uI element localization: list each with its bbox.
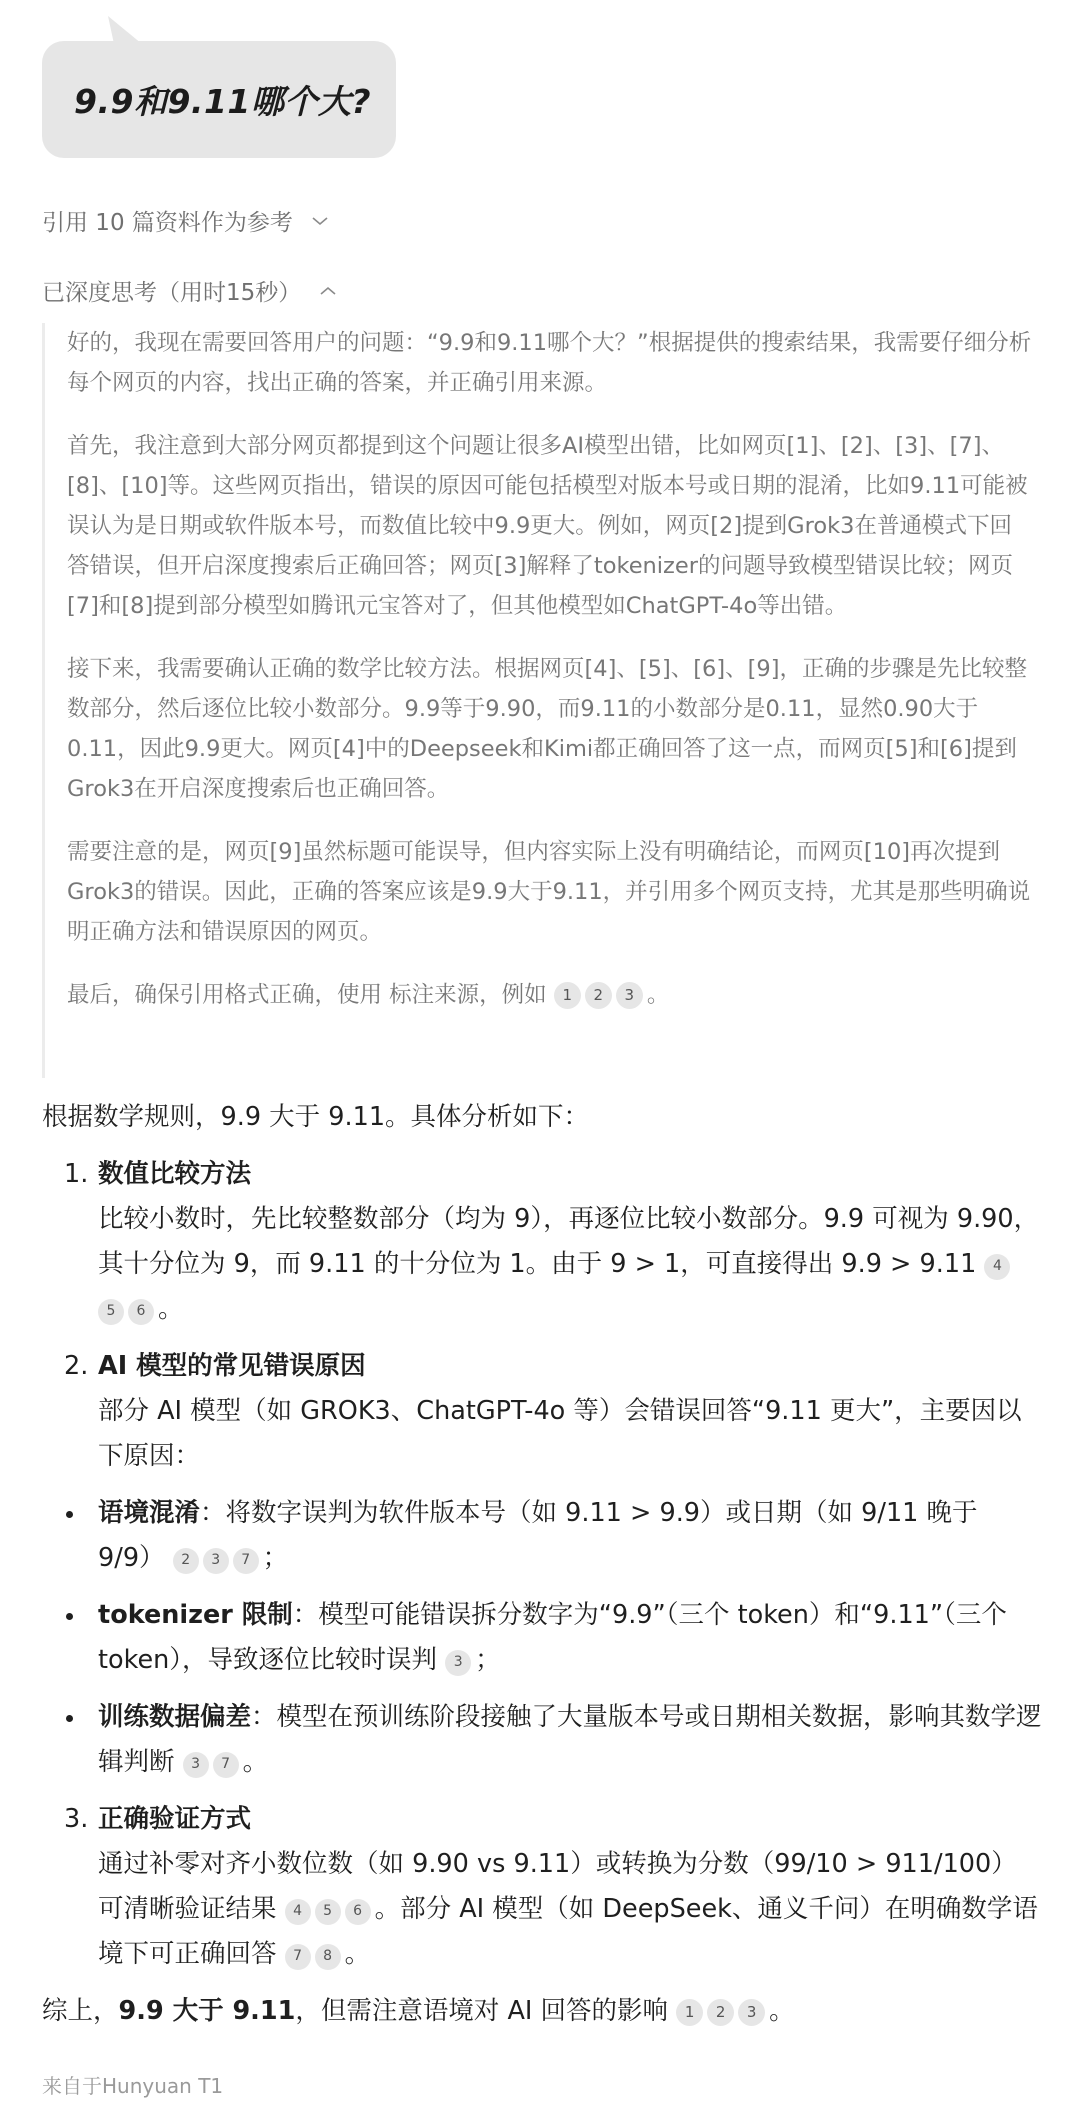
citation-badge[interactable]: 5 — [98, 1299, 124, 1325]
citation-badge[interactable]: 1 — [554, 982, 581, 1009]
thinking-paragraph: 好的，我现在需要回答用户的问题：“9.9和9.11哪个大？”根据提供的搜索结果，我需要仔细分析每个网页的内容，找出正确的答案，并正确引用来源。 — [67, 330, 1032, 396]
citation-badge[interactable]: 6 — [128, 1299, 154, 1325]
citation-badge[interactable]: 3 — [738, 1999, 765, 2026]
bullet-item — [42, 1593, 1042, 1683]
question-bubble-body — [42, 41, 396, 158]
bullet-text: ：模型在预训练阶段接触了大量版本号或日期相关数据，影响其数学逻辑判断 — [98, 1702, 1042, 1777]
punctuation: 。 — [344, 1939, 371, 1969]
list-number: 2. — [64, 1351, 89, 1381]
citation-badge[interactable]: 6 — [345, 1899, 371, 1925]
list-item-body — [98, 1842, 1042, 1977]
answer-summary — [42, 1989, 1042, 2034]
question-text: 9.9和9.11哪个大? — [74, 82, 372, 121]
bullet-term: 语境混淆 — [98, 1498, 201, 1528]
citation-badge[interactable]: 3 — [183, 1752, 209, 1778]
citation-badge[interactable]: 4 — [285, 1899, 311, 1925]
answer-intro: 根据数学规则，9.9 大于 9.11。具体分析如下： — [42, 1102, 590, 1132]
summary-bold: 9.9 大于 9.11 — [118, 1996, 296, 2026]
list-number: 3. — [64, 1804, 89, 1834]
citation-badge[interactable]: 2 — [707, 1999, 734, 2026]
bullet-item — [42, 1491, 1042, 1581]
punctuation: 。 — [158, 1294, 184, 1324]
list-item-title: 正确验证方式 — [98, 1804, 252, 1834]
list-item-title: AI 模型的常见错误原因 — [98, 1351, 366, 1381]
citation-badge[interactable]: 7 — [213, 1752, 239, 1778]
citation-badge[interactable]: 5 — [315, 1899, 341, 1925]
chevron-down-icon — [309, 210, 331, 232]
model-source-label: 来自于Hunyuan T1 — [42, 2074, 224, 2098]
citation-badge[interactable]: 8 — [315, 1944, 341, 1970]
list-item-body: 部分 AI 模型（如 GROK3、ChatGPT-4o 等）会错误回答“9.11 更大”，主要因以下原因： — [98, 1396, 1022, 1471]
body-text: 通过补零对齐小数位数（如 9.90 vs 9.11）或转换为分数（99/10 > 911/100）可清晰验证结果 — [98, 1849, 1017, 1924]
chevron-up-icon — [317, 280, 339, 302]
bullet-term: 训练数据偏差 — [98, 1702, 252, 1732]
ordered-list-item — [42, 1797, 1042, 1977]
bullet-term: tokenizer 限制 — [98, 1600, 293, 1630]
citation-badge[interactable]: 1 — [676, 1999, 703, 2026]
ordered-list-item — [42, 1344, 1042, 1785]
list-item-title: 数值比较方法 — [98, 1159, 252, 1189]
punctuation: 。 — [242, 1747, 269, 1777]
bullet-item — [42, 1695, 1042, 1785]
punctuation: 。 — [769, 1996, 795, 2026]
list-item-body — [98, 1197, 1042, 1332]
bullet-list — [98, 1491, 1042, 1785]
thinking-paragraph: 需要注意的是，网页[9]虽然标题可能误导，但内容实际上没有明确结论，而网页[10]再次提到Grok3的错误。因此，正确的答案应该是9.9大于9.11，并引用多个网页支持，尤其是那些明确说明正确方法和错误原因的网页。 — [67, 839, 1031, 945]
thinking-paragraph: 接下来，我需要确认正确的数学比较方法。根据网页[4]、[5]、[6]、[9]，正确的步骤是先比较整数部分，然后逐位比较小数部分。9.9等于9.90，而9.11的小数部分是0.11，显然0.90大于0.11，因此9.9更大。网页[4]中的Deepseek和Kimi都正确回答了这一点，而网页[5]和[6]提到Grok3在开启深度搜索后也正确回答。 — [67, 656, 1027, 802]
citation-badge[interactable]: 4 — [984, 1254, 1010, 1280]
answer-content — [42, 1095, 1042, 2034]
citation-badge[interactable]: 7 — [233, 1548, 259, 1574]
thinking-toggle[interactable] — [42, 274, 339, 307]
citation-badge[interactable]: 7 — [285, 1944, 311, 1970]
references-toggle[interactable] — [42, 204, 331, 237]
citation-badge[interactable]: 2 — [173, 1548, 199, 1574]
references-label: 引用 10 篇资料作为参考 — [42, 210, 293, 236]
citation-badge[interactable]: 3 — [616, 982, 643, 1009]
punctuation: 。 — [646, 982, 670, 1008]
bullet-text: ：模型可能错误拆分数字为“9.9”（三个 token）和“9.11”（三个 token），导致逐位比较时误判 — [98, 1600, 1007, 1675]
list-number: 1. — [64, 1159, 89, 1189]
summary-suffix: ，但需注意语境对 AI 回答的影响 — [295, 1996, 669, 2026]
body-text: 。部分 AI 模型（如 DeepSeek、通义千问）在明确数学语境下可正确回答 — [98, 1894, 1038, 1969]
citation-badge[interactable]: 2 — [585, 982, 612, 1009]
thinking-content — [42, 323, 1032, 1078]
thinking-paragraph: 首先，我注意到大部分网页都提到这个问题让很多AI模型出错，比如网页[1]、[2]、[3]、[7]、[8]、[10]等。这些网页指出，错误的原因可能包括模型对版本号或日期的混淆，比如9.11可能被误认为是日期或软件版本号，而数值比较中9.9更大。例如，网页[2]提到Grok3在普通模式下回答错误，但开启深度搜索后正确回答；网页[3]解释了tokenizer的问题导致模型错误比较；网页[7]和[8]提到部分模型如腾讯元宝答对了，但其他模型如ChatGPT-4o等出错。 — [67, 433, 1028, 619]
summary-prefix: 综上， — [42, 1996, 119, 2026]
bullet-text: ：将数字误判为软件版本号（如 9.11 > 9.9）或日期（如 9/11 晚于 9/9） — [98, 1498, 978, 1573]
ordered-list-item — [42, 1152, 1042, 1332]
citation-badge[interactable]: 3 — [445, 1650, 471, 1676]
thinking-paragraph-last — [67, 975, 1032, 1015]
user-question-bubble — [42, 16, 396, 158]
body-text: 比较小数时，先比较整数部分（均为 9），再逐位比较小数部分。9.9 可视为 9.90，其十分位为 9，而 9.11 的十分位为 1。由于 9 > 1，可直接得出 9.9 > 9.11 — [98, 1204, 1040, 1279]
thinking-label: 已深度思考（用时15秒） — [42, 280, 302, 306]
punctuation: ； — [475, 1645, 501, 1675]
citation-badge[interactable]: 3 — [203, 1548, 229, 1574]
punctuation: ； — [262, 1543, 289, 1573]
thinking-last-text: 最后，确保引用格式正确，使用 标注来源，例如 — [67, 982, 547, 1008]
